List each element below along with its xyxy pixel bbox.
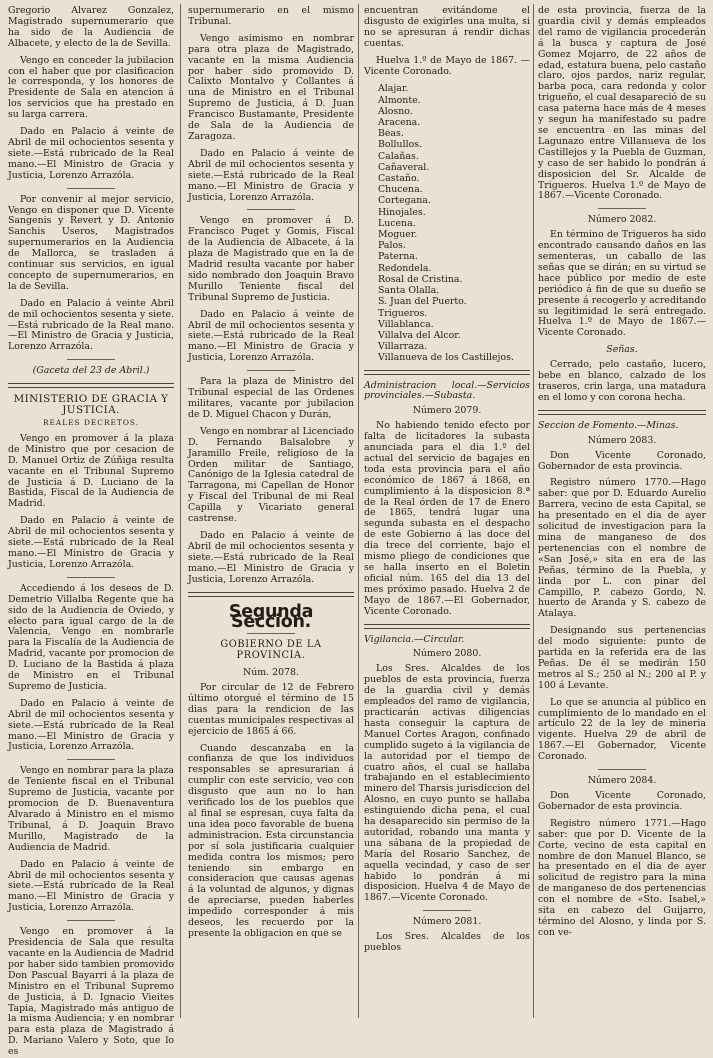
paragraph: encuentran evitándome el disgusto de exigirles una multa, si no se apresuran á rendir dichas cuentas. (364, 5, 530, 49)
town-item: Moguer. (378, 229, 418, 241)
paragraph: Don Vicente Coronado, Gobernador de esta provincia. (538, 790, 706, 812)
section-label: Administracion local.—Servicios provinciales.—Subasta. (364, 379, 530, 402)
paragraph: En término de Trigueros ha sido encontrado causando daños en las sementeras, un caballo de las señas que se dirán; en su virtud se hace público por medio de este periódico á fin de que su dueño se presente á recogerlo y acreditando su legitimidad le será entregado. Huelva 1.º de Mayo de 1867.—Vicente Coronado. (538, 229, 706, 339)
paragraph: Gregorio Alvarez Gonzalez, Magistrado supernumerario que ha sido de la Audiencia de Albacete, y electo de la de Sevilla. (8, 5, 174, 49)
paragraph: Dado en Palacio á veinte Abril de mil ochocientos sesenta y siete.—Está rubricado de la Real mano.—El Ministro de Gracia y Justicia, Lorenzo Arrazóla. (8, 297, 174, 353)
paragraph: Dado en Palacio á veinte de Abril de mil ochocientos sesenta y siete.—Está rubricado de la Real mano.—El Ministro de Gracia y Justicia, Lorenzo Arrazóla. (8, 858, 174, 914)
paragraph: Designando sus pertenencias del modo siguiente: punto de partida en la referida era de las Peñas. De él se medirán 150 metros al S.; 250 al N.; 200 al P. y 100 á Levante. (538, 625, 706, 691)
notice-number: Número 2080. (412, 648, 482, 660)
town-item: S. Juan del Puerto. (378, 296, 467, 308)
town-list (364, 83, 530, 363)
town-item: Redondela. (378, 262, 432, 274)
paragraph: Vengo asimismo en nombrar para otra plaza de Magistrado, vacante en la misma Audiencia por haber sido promovido D. Calixto Montalvo y Collantes á una de Ministro en el Tribunal Supremo de Justicia, á D. Juan Francisco Bustamante, Presidente de Sala de la Audiencia de Zaragoza. (188, 32, 354, 142)
paragraph: supernumerario en el mismo Tribunal. (188, 5, 354, 27)
separator (67, 188, 115, 189)
column-rule (180, 4, 181, 1018)
paragraph: Dado en Palacio á veinte de Abril de mil ochocientos sesenta y siete.—Está rubricado de la Real mano.—El Ministro de Gracia y Justicia, Lorenzo Arrazóla. (188, 529, 354, 585)
town-item: Alajar. (378, 83, 409, 95)
paragraph: Vengo en nombrar para la plaza de Teniente fiscal en el Tribunal Supremo de Justicia, vacante por promocion de D. Buenaventura Alvarado á Ministro en el mismo Tribunal, á D. Joaquin Bravo Murillo, Magistrado de la Audiencia de Madrid. (8, 765, 174, 853)
column-4 (538, 6, 706, 1018)
separator (247, 209, 295, 210)
separator (423, 910, 471, 911)
section-title: Segunda Seccion. (228, 601, 314, 633)
paragraph: Cerrado, pelo castaño, lucero, bebe en blanco, calzado de los traseros, crin larga, una matadura en el lomo y con corona hecha. (538, 359, 706, 403)
town-item: Trigueros. (378, 307, 428, 319)
town-item: Castaño. (378, 173, 420, 185)
column-1 (8, 5, 174, 1058)
paragraph: Accediendo á los deseos de D. Demetrio Villalba Regente que ha sido de la Audiencia de Oviedo, y electo para igual cargo de la de Valencia, Vengo en nombrarle para la Fiscalía de la Audiencia de Madrid, vacante por promocion de D. Luciano de la Bastida á plaza de Ministro en el Tribunal Supremo de Justicia. (8, 582, 174, 692)
section-label: Vigilancia.—Circular. (364, 633, 465, 645)
paragraph: Los Sres. Alcaldes de los pueblos (364, 931, 530, 954)
paragraph: Registro número 1771.—Hago saber: que por D. Vicente de la Corte, vecino de esta capital en nombre de don Manuel Blanco, se ha presentado en el dia de ayer solicitud de registro para la mina de manganeso de dos pertenencias con el nombre de «Sto. Isabel,» sita en cabezo del Guijarro, término del Alosno, y linda por S. con ve- (538, 817, 706, 938)
separator (598, 208, 646, 209)
section-label: Seccion de Fomento.—Minas. (538, 419, 679, 431)
town-item: Almonte. (378, 94, 421, 106)
paragraph: Dado en Palacio á veinte de Abril de mil ochocientos sesenta y siete.—Está rubricado de la Real mano.—El Ministro de Gracia y Justicia, Lorenzo Arrazóla. (8, 126, 174, 181)
paragraph: Para la plaza de Ministro del Tribunal especial de las Ordenes militares, vacante por jubilacion de D. Miguel Chacon y Durán, (188, 376, 354, 420)
town-item: Paterna. (378, 251, 418, 263)
town-item: Villalva del Alcor. (378, 329, 461, 341)
notice-number: Núm. 2078. (243, 667, 299, 679)
paragraph: Vengo en promover á la plaza de Ministro que por cesacion de D. Manuel Ortiz de Zúñiga resulta vacante en el Tribunal Supremo de Justicia á D. Luciano de la Bastida, Fiscal de la Audiencia de Madrid. (8, 432, 174, 510)
town-item: Calañas. (378, 150, 419, 162)
town-item: Beas. (378, 128, 404, 140)
paragraph: Dado en Palacio á veinte de Abril de mil ochocientos sesenta y siete.—Está rubricado de la Real mano.—El Ministro de Gracia y Justicia, Lorenzo Arrazóla. (8, 515, 174, 570)
town-item: Santa Olalla. (378, 285, 440, 297)
paragraph: Huelva 1.º de Mayo de 1867. —Vicente Coronado. (364, 54, 530, 77)
town-item: Bollullos. (378, 139, 423, 151)
double-rule (188, 592, 354, 597)
ministry-heading: MINISTERIO DE GRACIA Y JUSTICIA. (13, 393, 169, 417)
paragraph: Por circular de 12 de Febrero último otorgué el término de 15 dias para la rendicion de las cuentas municipales respectivas al ejercicio de 1865 á 66. (188, 682, 354, 737)
notice-number: Número 2081. (412, 916, 482, 928)
paragraph: Dado en Palacio á veinte de Abril de mil ochocientos sesenta y siete.—Está rubricado de la Real mano.—El Ministro de Gracia y Justicia, Lorenzo Arrazóla. (188, 308, 354, 364)
notice-number: Número 2082. (587, 214, 657, 226)
separator (67, 359, 115, 360)
notice-subheading: Señas. (606, 344, 638, 356)
paragraph: Dado en Palacio á veinte de Abril de mil ochocientos sesenta y siete.—Está rubricado de la Real mano.—El Ministro de Gracia y Justicia, Lorenzo Arrazóla. (188, 147, 354, 203)
town-item: Hinojales. (378, 206, 426, 218)
town-item: Cortegana. (378, 195, 431, 207)
notice-number: Número 2084. (587, 775, 657, 787)
town-item: Cañaveral. (378, 161, 430, 173)
separator (67, 577, 115, 578)
paragraph: Vengo en conceder la jubilacion con el haber que por clasificacion le corresponda, y los honores de Presidente de Sala en atencion á los servicios que ha prestado en su larga carrera. (8, 54, 174, 121)
town-item: Rosal de Cristina. (378, 273, 463, 285)
town-item: Palos. (378, 240, 406, 252)
town-item: Alosno. (378, 105, 413, 117)
double-rule (8, 383, 174, 388)
double-rule (364, 370, 530, 375)
paragraph: Lo que se anuncia al público en cumplimiento de lo mandado en el artículo 22 de la ley de mineria vigente. Huelva 29 de abril de 1867.—El Gobernador, Vicente Coronado. (538, 696, 706, 763)
column-2 (188, 6, 354, 1018)
separator (247, 633, 295, 634)
paragraph: Vengo en nombrar al Licenciado D. Fernando Balsalobre y Jaramillo Freile, religioso de la Orden militar de Santiago, Canónigo de la Iglesia catedral de Tarragona, mi Capellan de Honor y Fiscal del Tribunal de mi Real Capilla y Vicariato general castrense. (188, 425, 354, 525)
town-item: Villarraza. (378, 341, 428, 353)
paragraph: Don Vicente Coronado, Gobernador de esta provincia. (538, 449, 706, 472)
paragraph: No habiendo tenido efecto por falta de licitadores la subasta anunciada para el dia 1.º del actual del servicio de bagajes en toda esta provincia para el año económico de 1867 á 1868, en cumplimiento á la disposicion 8.ª de la Real órden de 17 de Enero de 1865, tendrá lugar una segunda subasta en el despacho de este Gobierno á las doce del dia trece del corriente, bajo el mismo pliego de condiciones que se halla inserto en el Boletin oficial núm. 165 del dia 13 del mes próximo pasado. Huelva 2 de Mayo de 1867.—El Gobernador, Vicente Coronado. (364, 420, 530, 617)
government-heading: GOBIERNO DE LA PROVINCIA. (220, 639, 322, 662)
double-rule (538, 410, 706, 415)
notice-number: Número 2079. (412, 405, 482, 417)
town-item: Villanueva de los Castillejos. (378, 352, 514, 364)
separator (67, 920, 115, 921)
paragraph: Vengo en promover á la Presidencia de Sala que resulta vacante en la Audiencia de Madrid por haber sido tambien promovido Don Pascual Bayarri á la plaza de Ministro en el Tribunal Supremo de Justicia, á D. Ignacio Vieites Tapia, Magistrado más antiguo de la misma Audiencia; y en nombrar para esta plaza de Magistrado á D. Mariano Valero y Soto, que lo es (8, 926, 174, 1058)
paragraph: Vengo en promover á D. Francisco Puget y Gomis, Fiscal de la Audiencia de Albacete, á la plaza de Magistrado que en la de Madrid resulta vacante por haber sido nombrado don Joaquin Bravo Murillo Teniente fiscal del Tribunal Supremo de Justicia. (188, 215, 354, 303)
paragraph: de esta provincia, fuerza de la guardia civil y demás empleados del ramo de vigilancia procederán á la busca y captura de José Gomez Mojarro, de 22 años de edad, estatura buena, pelo castaño claro, ojos pardos, nariz regular, barba poca, cara redonda y color trigueño, el cual desapareció de su casa paterna hace más de 4 meses y segun ha manifestado su padre se encuentra en las minas del Lagunazo entre Villanueva de los Castillejos y la Puebla de Guzman, y caso de ser habido lo pondrán á disposicion del Sr. Alcalde de Trigueros. Huelva 1.º de Mayo de 1867.—Vicente Coronado. (538, 5, 706, 202)
paragraph: Dado en Palacio á veinte de Abril de mil ochocientos sesenta y siete.—Está rubricado de la Real mano.—El Ministro de Gracia y Justicia, Lorenzo Arrazóla. (8, 697, 174, 753)
notice-number: Número 2083. (587, 434, 657, 446)
paragraph: Los Sres. Alcaldes de los pueblos de esta provincia, fuerza de la guardia civil y demás empleados del ramo de vigilancia, practicarán activas diligencias hasta conseguir la captura de Manuel Cortes Aragon, confinado cumplido sugeto á la vigilancia de la autoridad por el tiempo de cuatro años, el cual se hallaba trabajando en el establecimiento minero del Tharsis jurisdiccion del Alosno, en cuyo punto se hallaba estinguiendo dicha pena, el cual ha desaparecido sin permiso de la autoridad, robando una manta y una sábana de la propiedad de María del Rosario Sanchez, de aquella vecindad, y caso de ser habido lo pondrán á mi disposicion. Huelva 4 de Mayo de 1867.—Vicente Coronado. (364, 663, 530, 904)
town-item: Chucena. (378, 184, 423, 196)
town-item: Villablanca. (378, 318, 434, 330)
town-item: Aracena. (378, 117, 421, 129)
gazette-date: (Gaceta del 23 de Abril.) (32, 365, 150, 377)
column-3 (364, 6, 530, 1018)
paragraph: Cuando descanzaba en la confianza de que los individuos responsables se apresurarian á cumplir con este servicio, veo con disgusto que aun no lo han verificado los de los pueblos que al final se espresan, cuya falta da una idea poco favorable de buena administracion. Esta circunstancia por sí sola justificaria cualquier medida contra los mismos; pero teniendo sin embargo en consideracion que causas agenas á la voluntad de algunos, y dignas de apreciarse, pueden haberles impedido corresponder á mis deseos, les recuerdo por la presente la obligacion en que se (188, 742, 354, 939)
town-item: Lucena. (378, 217, 416, 229)
paragraph: Registro número 1770.—Hago saber: que por D. Eduardo Aurelio Barrera, vecino de esta Capital, se ha presentado en el dia de ayer solicitud de investigacion para la mina de manganeso de dos pertenencias con el nombre de «San José,» sita en era de las Peñas, término de la Puebla, y linda por L. con pinar del Campillo, P. cabezo Gordo, N. huerto de Aranda y S. cabezo de Atalaya. (538, 477, 706, 620)
column-rule (358, 4, 359, 1018)
separator (67, 759, 115, 760)
decrees-heading: REALES DECRETOS. (42, 418, 140, 427)
paragraph: Por convenir al mejor servicio, Vengo en disponer que D. Vicente Sangenis y Revert y D. Antonio Sanchis Useros, Magistrados supernumerarios en la Audiencia de Mallorca, se trasladen á continuar sus servicios, en igual concepto de supernumerarios, en la de Sevilla. (8, 193, 174, 292)
column-rule (533, 4, 534, 1018)
double-rule (364, 624, 530, 629)
separator (598, 769, 646, 770)
separator (247, 370, 295, 371)
